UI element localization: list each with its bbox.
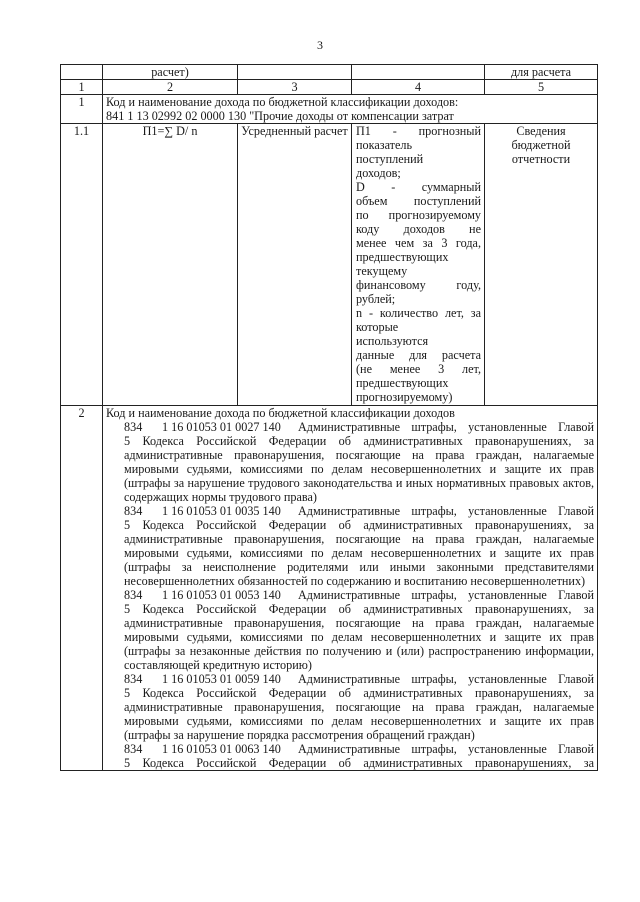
description-line: которые [356, 320, 399, 334]
row-number: 2 [61, 406, 103, 771]
heading-line: Код и наименование дохода по бюджетной классификации доходов [106, 406, 455, 420]
formula-cell: П1=∑ D/ n [103, 124, 238, 406]
description-line: используются [356, 334, 429, 348]
entry-body: 5 Кодекса Российской Федерации об административных правонарушениях, за административные правонарушения, посягающие на права граждан, налагаемые мировыми судьями, комиссиями по делам несовершеннолетних и защите их прав (штрафы за нарушение трудового законодательства и иных нормативных правовых актов, содержащих нормы трудового права) [124, 434, 594, 504]
budget-classification-code: 1 16 01053 01 0053 140 [162, 588, 281, 602]
entry-title: Административные штрафы, установленные Главой [298, 742, 594, 756]
description-line: показатель [356, 138, 413, 152]
table-cell [352, 65, 485, 80]
revenue-code-entry [106, 672, 594, 742]
description-line: коду доходов не [356, 222, 481, 236]
description-line: по прогнозируемому [356, 208, 481, 222]
description-line: n - количество лет, за [356, 306, 481, 320]
administrator-code: 834 [124, 420, 143, 434]
heading-line: Код и наименование дохода по бюджетной классификации доходов: [106, 95, 459, 109]
administrator-code: 834 [124, 588, 143, 602]
column-number: 1 [61, 80, 103, 95]
continuation-col5: для расчета [485, 65, 598, 80]
budget-classification-code: 1 16 01053 01 0059 140 [162, 672, 281, 686]
budget-classification-code: 1 16 01053 01 0035 140 [162, 504, 281, 518]
description-line: текущему [356, 264, 408, 278]
description-line: финансовому году, [356, 278, 481, 292]
entry-body: 5 Кодекса Российской Федерации об административных правонарушениях, за [124, 756, 594, 770]
description-line: поступлений [356, 152, 424, 166]
entry-title: Административные штрафы, установленные Главой [298, 672, 594, 686]
continuation-col2: расчет) [103, 65, 238, 80]
data-source-cell: Сведения бюджетной отчетности [485, 124, 598, 406]
description-line: рублей; [356, 292, 396, 306]
column-number: 2 [103, 80, 238, 95]
revenue-code-entry [106, 504, 594, 588]
column-number: 3 [238, 80, 352, 95]
table-row [61, 406, 598, 771]
description-line: менее чем за 3 года, [356, 236, 481, 250]
column-number: 4 [352, 80, 485, 95]
header-number-row [61, 80, 598, 95]
indicator-description-cell [352, 124, 485, 406]
entry-body: 5 Кодекса Российской Федерации об административных правонарушениях, за административные правонарушения, посягающие на права граждан, налагаемые мировыми судьями, комиссиями по делам несовершеннолетних и защите их прав (штрафы за нарушение порядка рассмотрения обращений граждан) [124, 686, 594, 742]
revenue-code-line: 841 1 13 02992 02 0000 130 "Прочие доходы от компенсации затрат [106, 109, 454, 123]
row-number: 1 [61, 95, 103, 124]
entry-title: Административные штрафы, установленные Главой [298, 504, 594, 518]
description-line: предшествующих [356, 250, 449, 264]
revenue-forecast-table [60, 64, 598, 771]
entry-body: 5 Кодекса Российской Федерации об административных правонарушениях, за административные правонарушения, посягающие на права граждан, налагаемые мировыми судьями, комиссиями по делам несовершеннолетних и защите их прав (штрафы за неисполнение родителями или иными законными представителями несовершеннолетних обязанностей по содержанию и воспитанию несовершеннолетних) [124, 518, 594, 588]
description-line: данные для расчета [356, 348, 481, 362]
revenue-code-entry [106, 588, 594, 672]
revenue-code-entry [106, 420, 594, 504]
description-line: D - суммарный [356, 180, 481, 194]
description-line: доходов; [356, 166, 401, 180]
description-line: предшествующих [356, 376, 449, 390]
administrator-code: 834 [124, 742, 143, 756]
budget-classification-code: 1 16 01053 01 0063 140 [162, 742, 281, 756]
column-number: 5 [485, 80, 598, 95]
entry-title: Административные штрафы, установленные Главой [298, 420, 594, 434]
table-row [61, 95, 598, 124]
description-line: (не менее 3 лет, [356, 362, 481, 376]
calculation-method-cell: Усредненный расчет [238, 124, 352, 406]
description-line: объем поступлений [356, 194, 481, 208]
table-row [61, 124, 598, 406]
entry-title: Административные штрафы, установленные Главой [298, 588, 594, 602]
table-cell [238, 65, 352, 80]
description-line: прогнозируемому) [356, 390, 453, 404]
administrator-code: 834 [124, 504, 143, 518]
description-line: П1 - прогнозный [356, 124, 481, 138]
revenue-codes-cell [103, 406, 598, 771]
page-number: 3 [317, 38, 323, 52]
administrator-code: 834 [124, 672, 143, 686]
entry-body: 5 Кодекса Российской Федерации об административных правонарушениях, за административные правонарушения, посягающие на права граждан, налагаемые мировыми судьями, комиссиями по делам несовершеннолетних и защите их прав (штрафы за незаконные действия по получению и (или) распространению информации, составляющей кредитную историю) [124, 602, 594, 672]
revenue-code-entry [106, 742, 594, 770]
budget-classification-code: 1 16 01053 01 0027 140 [162, 420, 281, 434]
revenue-code-heading [103, 95, 598, 124]
table-continuation-row [61, 65, 598, 80]
table-cell [61, 65, 103, 80]
row-number: 1.1 [61, 124, 103, 406]
